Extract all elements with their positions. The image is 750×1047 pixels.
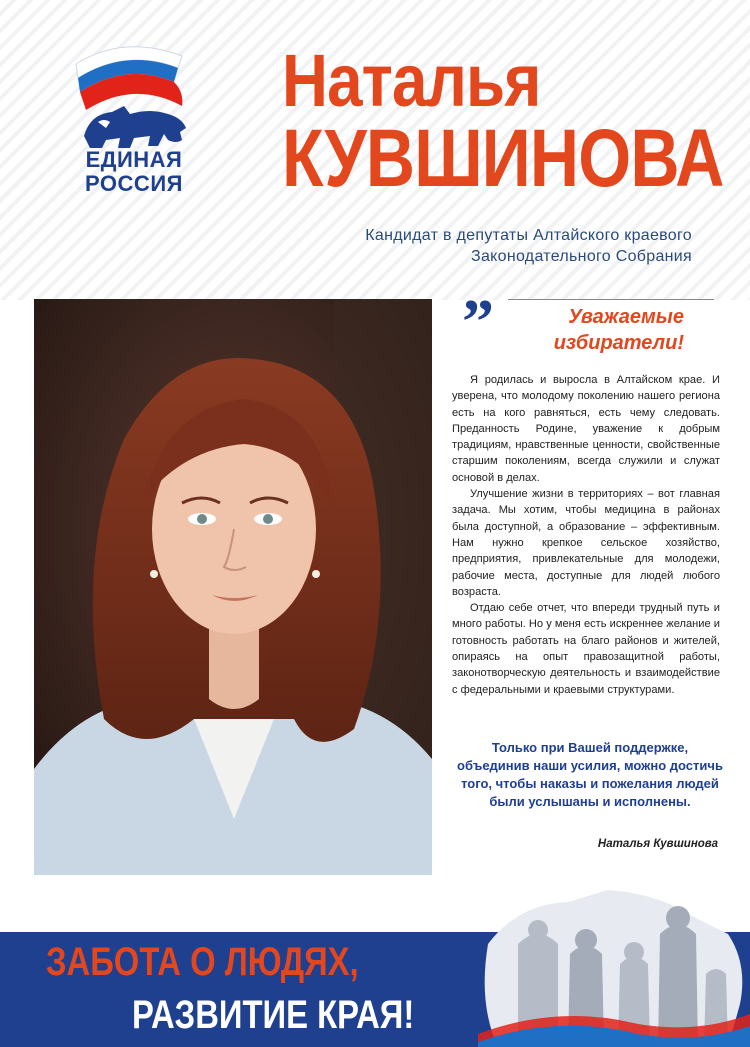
letter-paragraph: Улучшение жизни в территориях – вот главная задача. Мы хотим, чтобы медицина в районах была доступной, а образование – эффективным. Нам нужно крепкое сельское хозяйство, предприятия, привлекательные для молодежи, рабочие места, доступные для людей любого возраста. — [452, 488, 720, 598]
candidate-last-name: КУВШИНОВА — [282, 113, 724, 204]
greeting-line1: Уважаемые — [568, 306, 684, 328]
slogan-line1: ЗАБОТА О ЛЮДЯХ, — [46, 940, 359, 984]
letter-body — [452, 372, 720, 698]
quote-mark-icon: ” — [462, 286, 494, 357]
candidate-first-name: Наталья — [282, 39, 541, 122]
slogan-line2: РАЗВИТИЕ КРАЯ! — [132, 993, 415, 1037]
letter-closing: Только при Вашей поддержке, объединив наши усилия, можно достичь того, чтобы наказы и пожелания людей были услышаны и исполнены. — [457, 740, 723, 809]
divider-line — [508, 299, 714, 300]
letter-signature: Наталья Кувшинова — [597, 838, 718, 850]
subtitle-line1: Кандидат в депутаты Алтайского краевого — [365, 227, 692, 244]
candidate-subtitle — [365, 225, 692, 267]
subtitle-line2: Законодательного Собрания — [470, 248, 692, 265]
letter-paragraph: Отдаю себе отчет, что впереди трудный путь и много работы. Но у меня есть искреннее желание и готовность работать на благо районов и жителей, опираясь на опыт правозащитной работы, законотворческую деятельность и взаимодействие с федеральными и краевыми структурами. — [452, 602, 720, 696]
candidate-portrait — [34, 299, 432, 875]
logo-text-line1: ЕДИНАЯ — [85, 147, 183, 172]
altai-map-people-icon — [478, 884, 750, 1047]
logo-text-line2: РОССИЯ — [85, 171, 183, 196]
greeting-line2: избиратели! — [553, 332, 684, 354]
letter-greeting — [500, 304, 684, 356]
letter-paragraph: Я родилась и выросла в Алтайском крае. И уверена, что молодому поколению нашего региона есть на кого равняться, есть чему следовать. Преданность Родине, уважение к добрым традициям, нравственные ценности, свойственные старшим поколениям, всегда служили и служат основой в делах. — [452, 374, 720, 484]
